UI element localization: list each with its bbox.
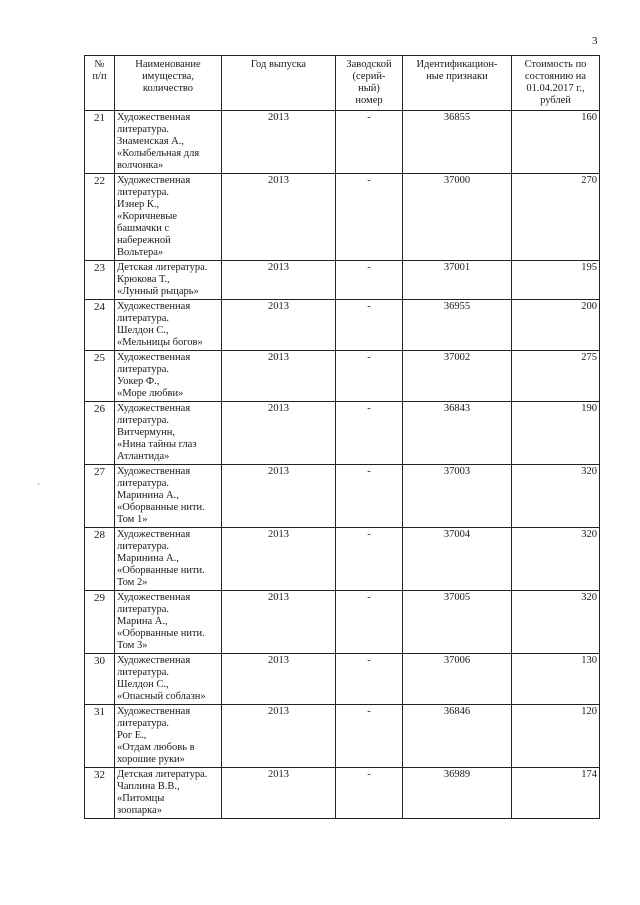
identification-code: 36955: [403, 300, 512, 351]
table-row: [85, 351, 600, 402]
header-id-line: Идентификацион-: [416, 59, 498, 70]
item-name: [115, 174, 222, 261]
page-number: 3: [592, 35, 598, 47]
item-name-line: Художественная: [117, 301, 191, 312]
table-row: [85, 705, 600, 768]
release-year: 2013: [222, 300, 336, 351]
identification-code: 37003: [403, 465, 512, 528]
row-number: 25: [85, 351, 115, 402]
item-name-line: Витчермунн,: [117, 427, 176, 438]
cost-value: 160: [512, 111, 600, 174]
release-year: 2013: [222, 528, 336, 591]
cost-value: 320: [512, 528, 600, 591]
item-name-line: Уокер Ф.,: [117, 376, 160, 387]
table-row: [85, 465, 600, 528]
cost-value: 320: [512, 591, 600, 654]
row-number: 31: [85, 705, 115, 768]
cost-value: 200: [512, 300, 600, 351]
header-cost-line: состоянию на: [524, 71, 587, 82]
item-name-line: Художественная: [117, 655, 191, 666]
item-name: [115, 351, 222, 402]
item-name: [115, 261, 222, 300]
item-name: [115, 300, 222, 351]
item-name-line: волчонка»: [117, 160, 164, 171]
table-header-row: [85, 56, 600, 111]
table-row: [85, 111, 600, 174]
serial-number: -: [336, 528, 403, 591]
item-name-line: литература.: [117, 604, 169, 615]
serial-number: -: [336, 261, 403, 300]
inventory-table: [84, 55, 600, 819]
serial-number: -: [336, 654, 403, 705]
serial-number: -: [336, 591, 403, 654]
row-number: 21: [85, 111, 115, 174]
row-number: 28: [85, 528, 115, 591]
item-name-line: Том 2»: [117, 577, 148, 588]
item-name-line: Детская литература.: [117, 262, 208, 273]
release-year: 2013: [222, 465, 336, 528]
item-name: [115, 528, 222, 591]
item-name: [115, 768, 222, 819]
header-cost-line: 01.04.2017 г.,: [526, 83, 585, 94]
item-name-line: зоопарка»: [117, 805, 162, 816]
table-row: [85, 174, 600, 261]
item-name: [115, 705, 222, 768]
item-name-line: Том 1»: [117, 514, 148, 525]
identification-code: 37006: [403, 654, 512, 705]
item-name-line: Шелдон С.,: [117, 325, 169, 336]
table-row: [85, 528, 600, 591]
identification-code: 37000: [403, 174, 512, 261]
identification-code: 37005: [403, 591, 512, 654]
release-year: 2013: [222, 111, 336, 174]
header-year: [222, 56, 336, 111]
release-year: 2013: [222, 591, 336, 654]
header-serial-line: ный): [358, 83, 380, 94]
item-name-line: Чаплина В.В.,: [117, 781, 180, 792]
item-name-line: Рог Е.,: [117, 730, 147, 741]
item-name-line: литература.: [117, 313, 169, 324]
release-year: 2013: [222, 402, 336, 465]
item-name-line: литература.: [117, 718, 169, 729]
item-name-line: «Оборванные нити.: [117, 502, 205, 513]
release-year: 2013: [222, 174, 336, 261]
item-name: [115, 465, 222, 528]
item-name-line: литература.: [117, 187, 169, 198]
table-row: [85, 654, 600, 705]
header-serial-line: номер: [355, 95, 383, 106]
item-name-line: «Колыбельная для: [117, 148, 200, 159]
item-name-line: Изнер К.,: [117, 199, 160, 210]
row-number: 26: [85, 402, 115, 465]
item-name-line: Атлантида»: [117, 451, 170, 462]
item-name-line: Крюкова Т.,: [117, 274, 170, 285]
serial-number: -: [336, 465, 403, 528]
item-name-line: литература.: [117, 541, 169, 552]
serial-number: -: [336, 300, 403, 351]
item-name-line: «Море любви»: [117, 388, 184, 399]
item-name-line: набережной: [117, 235, 171, 246]
header-cost-line: Стоимость по: [524, 59, 587, 70]
table-row: [85, 768, 600, 819]
item-name-line: Художественная: [117, 466, 191, 477]
cost-value: 190: [512, 402, 600, 465]
serial-number: -: [336, 351, 403, 402]
header-serial-line: (серий-: [352, 71, 386, 82]
header-id: [403, 56, 512, 111]
serial-number: -: [336, 402, 403, 465]
row-number: 29: [85, 591, 115, 654]
item-name-line: Художественная: [117, 529, 191, 540]
header-num-line: №: [94, 59, 105, 70]
item-name-line: Художественная: [117, 352, 191, 363]
header-year-line: Год выпуска: [250, 59, 307, 70]
identification-code: 37002: [403, 351, 512, 402]
item-name-line: Том 3»: [117, 640, 148, 651]
item-name-line: литература.: [117, 124, 169, 135]
table-row: [85, 591, 600, 654]
row-number: 24: [85, 300, 115, 351]
stray-mark: `: [37, 482, 40, 492]
item-name-line: «Питомцы: [117, 793, 165, 804]
table-row: [85, 402, 600, 465]
item-name: [115, 111, 222, 174]
item-name-line: Вольтера»: [117, 247, 164, 258]
release-year: 2013: [222, 705, 336, 768]
cost-value: 195: [512, 261, 600, 300]
identification-code: 36989: [403, 768, 512, 819]
item-name: [115, 402, 222, 465]
serial-number: -: [336, 768, 403, 819]
row-number: 23: [85, 261, 115, 300]
item-name: [115, 654, 222, 705]
item-name-line: хорошие руки»: [117, 754, 185, 765]
item-name-line: Детская литература.: [117, 769, 208, 780]
item-name-line: «Лунный рыцарь»: [117, 286, 199, 297]
header-num-line: п/п: [92, 71, 107, 82]
cost-value: 130: [512, 654, 600, 705]
item-name-line: Маринина А.,: [117, 553, 179, 564]
item-name-line: «Коричневые: [117, 211, 178, 222]
release-year: 2013: [222, 261, 336, 300]
item-name-line: литература.: [117, 415, 169, 426]
serial-number: -: [336, 111, 403, 174]
identification-code: 36846: [403, 705, 512, 768]
item-name-line: «Мельницы богов»: [117, 337, 203, 348]
header-name-line: Наименование: [135, 59, 201, 70]
item-name-line: Художественная: [117, 112, 191, 123]
header-cost: [512, 56, 600, 111]
row-number: 27: [85, 465, 115, 528]
item-name-line: Марина А.,: [117, 616, 168, 627]
identification-code: 37004: [403, 528, 512, 591]
item-name-line: литература.: [117, 364, 169, 375]
item-name-line: Знаменская А.,: [117, 136, 185, 147]
header-name-line: количество: [142, 83, 194, 94]
table-row: [85, 261, 600, 300]
item-name-line: «Отдам любовь в: [117, 742, 195, 753]
identification-code: 37001: [403, 261, 512, 300]
item-name-line: Художественная: [117, 706, 191, 717]
header-name: [115, 56, 222, 111]
cost-value: 270: [512, 174, 600, 261]
row-number: 30: [85, 654, 115, 705]
header-serial: [336, 56, 403, 111]
item-name-line: Художественная: [117, 592, 191, 603]
header-cost-line: рублей: [540, 95, 571, 106]
release-year: 2013: [222, 654, 336, 705]
serial-number: -: [336, 174, 403, 261]
item-name-line: башмачки с: [117, 223, 170, 234]
item-name-line: «Оборванные нити.: [117, 628, 205, 639]
release-year: 2013: [222, 768, 336, 819]
header-num: [85, 56, 115, 111]
cost-value: 320: [512, 465, 600, 528]
item-name-line: «Опасный соблазн»: [117, 691, 206, 702]
table-body: [85, 111, 600, 819]
item-name-line: Художественная: [117, 403, 191, 414]
item-name-line: литература.: [117, 478, 169, 489]
release-year: 2013: [222, 351, 336, 402]
header-name-line: имущества,: [142, 71, 194, 82]
cost-value: 275: [512, 351, 600, 402]
item-name-line: Маринина А.,: [117, 490, 179, 501]
item-name-line: «Нина тайны глаз: [117, 439, 197, 450]
item-name: [115, 591, 222, 654]
item-name-line: литература.: [117, 667, 169, 678]
identification-code: 36855: [403, 111, 512, 174]
item-name-line: «Оборванные нити.: [117, 565, 205, 576]
item-name-line: Шелдон С.,: [117, 679, 169, 690]
item-name-line: Художественная: [117, 175, 191, 186]
identification-code: 36843: [403, 402, 512, 465]
cost-value: 120: [512, 705, 600, 768]
table-row: [85, 300, 600, 351]
header-serial-line: Заводской: [346, 59, 392, 70]
row-number: 22: [85, 174, 115, 261]
header-id-line: ные признаки: [426, 71, 488, 82]
serial-number: -: [336, 705, 403, 768]
row-number: 32: [85, 768, 115, 819]
cost-value: 174: [512, 768, 600, 819]
